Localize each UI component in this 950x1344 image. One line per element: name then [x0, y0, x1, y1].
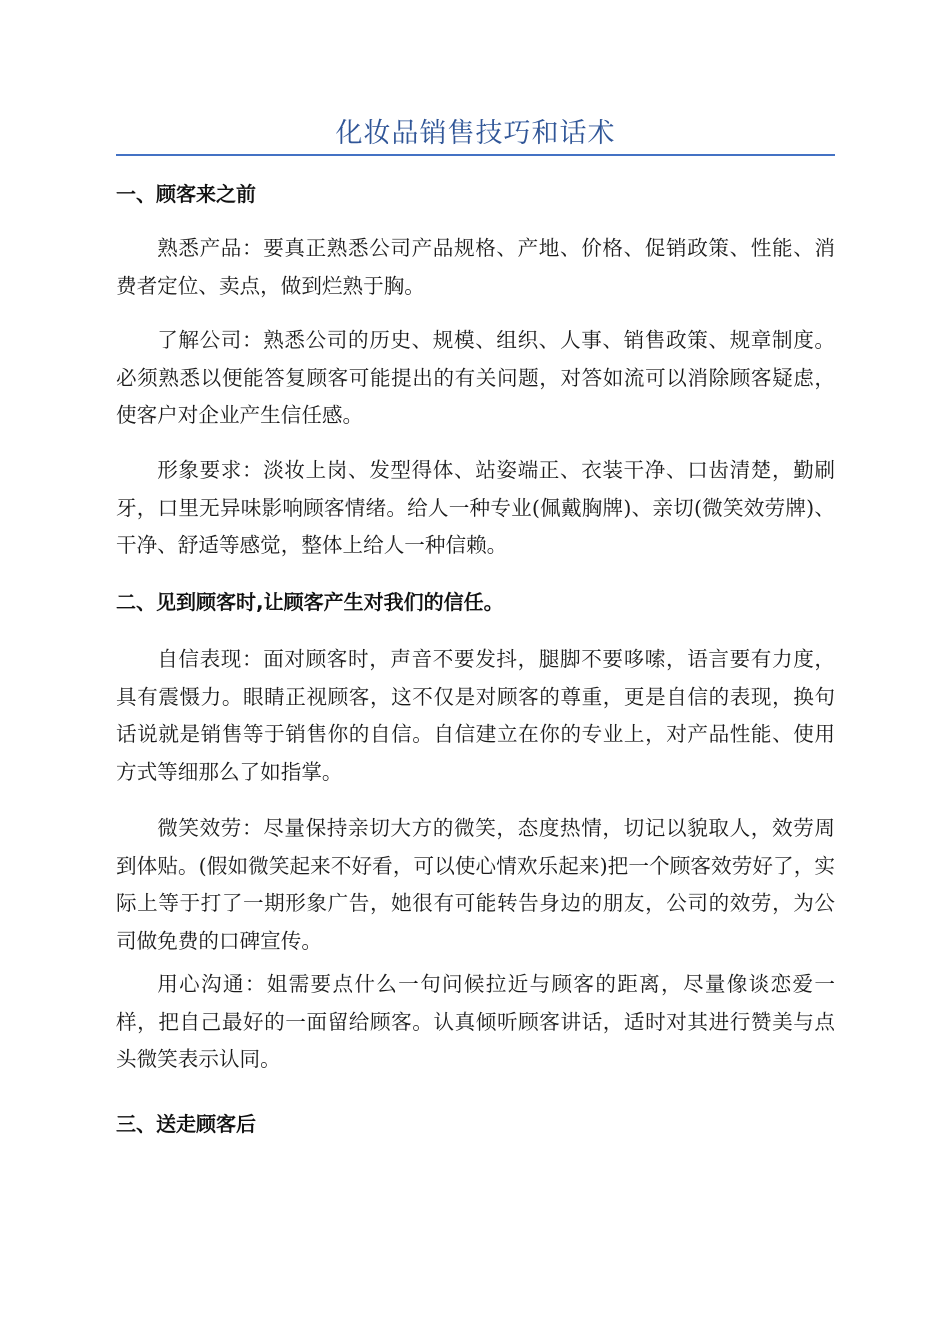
section-heading-3: 三、送走顾客后	[116, 1112, 256, 1136]
paragraph-familiar-products: 熟悉产品：要真正熟悉公司产品规格、产地、价格、促销政策、性能、消费者定位、卖点，做到烂熟于胸。	[116, 236, 835, 298]
document-title: 化妆品销售技巧和话术	[335, 118, 616, 149]
paragraph-smile-service: 微笑效劳：尽量保持亲切大方的微笑，态度热情，切记以貌取人，效劳周到体贴。(假如微笑起来不好看，可以使心情欢乐起来)把一个顾客效劳好了，实际上等于打了一期形象广告，她很有可能转告身边的朋友，公司的效劳，为公司做免费的口碑宣传。	[116, 816, 835, 953]
title-underline	[116, 154, 835, 156]
section-heading-2: 二、见到顾客时,让顾客产生对我们的信任。	[116, 590, 504, 614]
paragraph-image-requirements: 形象要求：淡妆上岗、发型得体、站姿端正、衣装干净、口齿清楚，勤刷牙，口里无异味影响顾客情绪。给人一种专业(佩戴胸牌)、亲切(微笑效劳牌)、干净、舒适等感觉，整体上给人一种信赖。	[116, 458, 835, 557]
paragraph-attentive-communication: 用心沟通：姐需要点什么一句问候拉近与顾客的距离，尽量像谈恋爱一样，把自己最好的一面留给顾客。认真倾听顾客讲话，适时对其进行赞美与点头微笑表示认同。	[116, 972, 835, 1071]
section-heading-1: 一、顾客来之前	[116, 182, 256, 206]
paragraph-confidence: 自信表现：面对顾客时，声音不要发抖，腿脚不要哆嗦，语言要有力度，具有震慑力。眼睛正视顾客，这不仅是对顾客的尊重，更是自信的表现，换句话说就是销售等于销售你的自信。自信建立在你的专业上，对产品性能、使用方式等细那么了如指掌。	[116, 647, 835, 784]
paragraph-understand-company: 了解公司：熟悉公司的历史、规模、组织、人事、销售政策、规章制度。必须熟悉以便能答复顾客可能提出的有关问题，对答如流可以消除顾客疑虑，使客户对企业产生信任感。	[116, 328, 835, 427]
